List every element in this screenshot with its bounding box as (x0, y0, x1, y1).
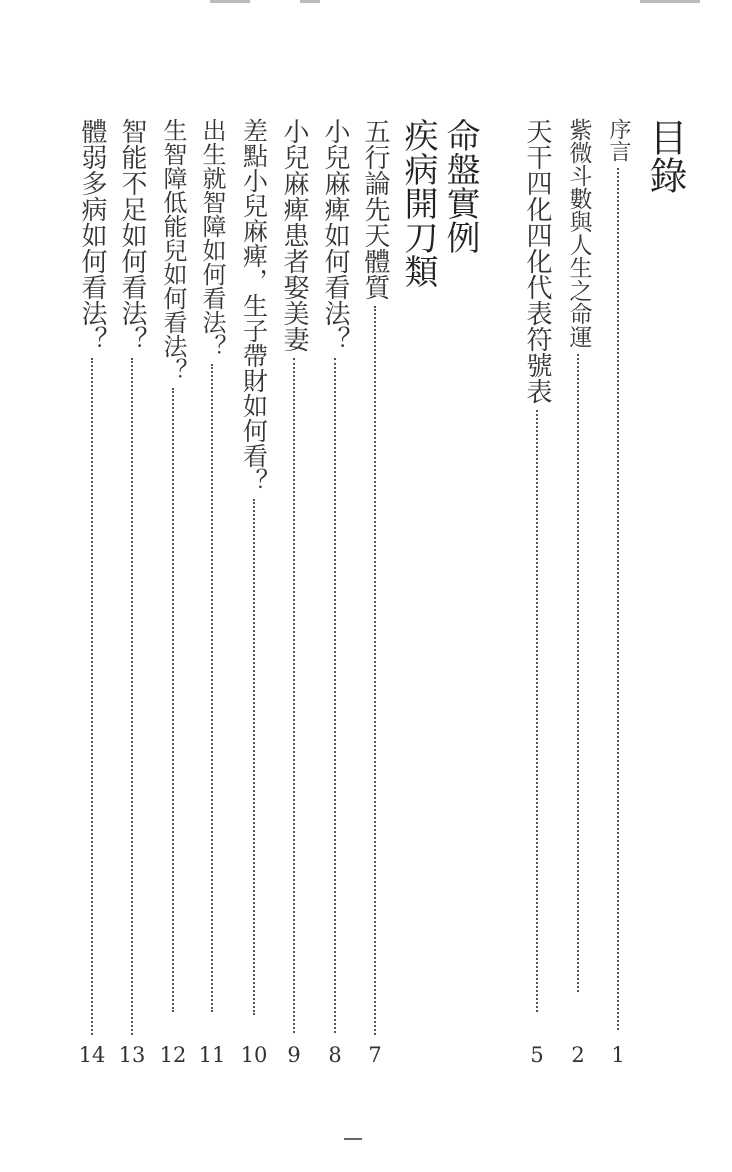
dot-leader (374, 306, 376, 1035)
dot-leader (91, 358, 93, 1035)
toc-entry[interactable] (318, 118, 352, 1033)
toc-entry-page: 11 (198, 1043, 226, 1067)
dot-leader (334, 358, 336, 1033)
footer-page-mark (344, 1138, 362, 1140)
toc-entry-title: 小兒麻痺患者娶美妻 (279, 118, 309, 352)
section-heading-column (398, 118, 438, 288)
toc-entry-title: 體弱多病如何看法？ (77, 118, 107, 352)
toc-entry-title: 天干四化四化代表符號表 (522, 118, 552, 404)
dot-leader (253, 499, 255, 1015)
section-heading: 疾病開刀類 (398, 118, 438, 288)
toc-title-column (643, 118, 687, 194)
toc-entry-page: 13 (118, 1043, 146, 1067)
toc-entry[interactable] (115, 118, 149, 1035)
toc-entry-page: 1 (611, 1043, 625, 1067)
toc-entry-page: 2 (571, 1043, 585, 1067)
toc-entry-title: 智能不足如何看法？ (117, 118, 147, 352)
toc-entry-page: 10 (240, 1043, 268, 1067)
toc-entry-page: 14 (78, 1043, 106, 1067)
toc-entry[interactable] (75, 118, 109, 1035)
toc-entry-title: 紫微斗數與人生之命運 (565, 118, 592, 348)
toc-title: 目錄 (643, 118, 687, 194)
toc-entry[interactable] (156, 118, 190, 1012)
toc-entry-page: 8 (328, 1043, 342, 1067)
toc-entry[interactable] (601, 118, 635, 1030)
toc-entry[interactable] (195, 118, 229, 1012)
toc-entry-title: 五行論先天體質 (360, 118, 390, 300)
scan-mark (210, 0, 250, 3)
toc-entry[interactable] (277, 118, 311, 1033)
toc-entry[interactable] (237, 118, 271, 1015)
toc-entry-page: 5 (530, 1043, 544, 1067)
toc-entry[interactable] (561, 118, 595, 992)
dot-leader (293, 358, 295, 1033)
dot-leader (617, 168, 619, 1030)
toc-entry-page: 12 (159, 1043, 187, 1067)
dot-leader (131, 358, 133, 1035)
scan-mark (640, 0, 700, 3)
toc-entry-title: 差點小兒麻痺，生子帶財如何看？ (239, 118, 269, 493)
toc-entry-page: 7 (368, 1043, 382, 1067)
dot-leader (172, 388, 174, 1012)
toc-entry-page: 9 (287, 1043, 301, 1067)
toc-entry-title: 生智障低能兒如何看法？ (159, 118, 187, 382)
section-heading: 命盤實例 (440, 118, 480, 254)
toc-entry[interactable] (520, 118, 554, 1012)
dot-leader (211, 364, 213, 1012)
dot-leader (536, 410, 538, 1012)
toc-entry-title: 序言 (606, 118, 631, 162)
toc-entry[interactable] (358, 118, 392, 1035)
toc-entry-title: 小兒麻痺如何看法？ (320, 118, 350, 352)
scan-mark (300, 0, 320, 3)
section-heading-column (440, 118, 480, 254)
dot-leader (577, 354, 579, 992)
footer-page-mark-text (0, 0, 1, 1)
toc-entry-title: 出生就智障如何看法？ (198, 118, 226, 358)
